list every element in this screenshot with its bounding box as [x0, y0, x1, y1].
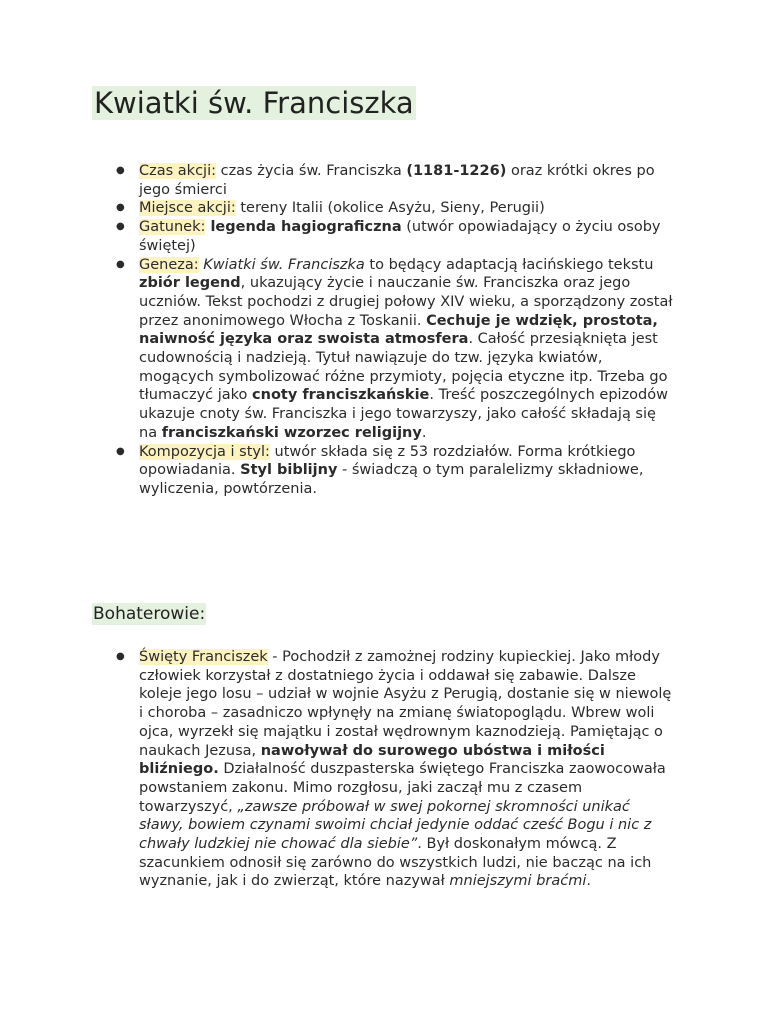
item-label: Gatunek: — [139, 219, 206, 236]
item-label: Czas akcji: — [139, 163, 216, 179]
item-bold: legenda hagiograficzna — [205, 219, 402, 236]
item-bold: Cechuje je wdzięk, prostota, naiwność języka oraz swoista atmosfera — [139, 312, 658, 348]
item-text: czas życia św. Franciszka — [215, 163, 407, 179]
list-item-gatunek — [116, 218, 676, 255]
item-bold: Styl biblijny — [240, 462, 338, 479]
hero-name: Święty Franciszek — [139, 649, 268, 665]
list-item-miejsce-akcji — [116, 199, 676, 218]
list-item-czas-akcji — [116, 162, 676, 199]
item-label: Kompozycja i styl: — [139, 443, 270, 460]
item-bold: nawoływał do surowego ubóstwa i miłości bliźniego. — [139, 742, 605, 778]
item-text: tereny Italii (okolice Asyżu, Sieny, Perugii) — [235, 200, 545, 217]
item-italic: Kwiatki św. Franciszka — [198, 256, 365, 273]
heroes-list — [116, 648, 676, 891]
item-text: . — [421, 424, 427, 441]
item-text: (utwór opowiadający o życiu osoby świętej) — [139, 219, 661, 254]
item-text: - świadczą o tym paralelizmy składniowe, wyliczenia, powtórzenia. — [139, 462, 644, 497]
section-heading-bohaterowie: Bohaterowie: — [93, 604, 206, 624]
item-text: , ukazujący życie i nauczanie św. Franciszka oraz jego uczniów. Tekst pochodzi z drugiej połowy XIV wieku, a sporządzony został przez anonimowego Włocha z Toskanii. — [139, 275, 673, 329]
item-text: Działalność duszpasterska świętego Franciszka zaowocowała powstaniem zakonu. Mimo rozgłosu, jaki zaczął mu z czasem towarzyszyć, — [139, 761, 666, 815]
item-bold: zbiór legend — [139, 275, 241, 292]
item-text: to będący adaptacją łacińskiego tekstu — [364, 256, 654, 273]
item-bold: franciszkański wzorzec religijny — [161, 424, 422, 441]
item-text: . Całość przesiąknięta jest cudownością i nadzieją. Tytuł nawiązuje do tzw. języka kwiatów, mogących symbolizować różne przymioty, pojęcia etyczne itp. Trzeba go tłumaczyć jako — [139, 331, 668, 404]
item-text: utwór składa się z 53 rozdziałów. Forma krótkiego opowiadania. — [139, 443, 636, 479]
item-text: . — [586, 873, 591, 890]
item-text: oraz krótki okres po jego śmierci — [139, 163, 655, 198]
item-bold: (1181-1226) — [406, 163, 507, 179]
item-bold: cnoty franciszkańskie — [252, 387, 430, 404]
page-title: Kwiatki św. Franciszka — [94, 86, 414, 120]
item-quote: „zawsze próbował w swej pokornej skromności unikać sławy, bowiem czynami swoimi chciał jedynie oddać cześć Bogu i nic z chwały ludzkiej nie chować dla siebie” — [139, 798, 652, 853]
item-text: . Treść poszczególnych epizodów ukazuje cnoty św. Franciszka i jego towarzyszy, jako całość składają się na — [139, 387, 668, 441]
list-item-hero — [116, 648, 676, 891]
info-list — [116, 162, 676, 499]
list-item-kompozycja — [116, 443, 676, 499]
item-text: - Pochodził z zamożnej rodziny kupieckiej. Jako młody człowiek korzystał z dostatniego życia i oddawał się zabawie. Dalsze koleje jego losu – udział w wojnie Asyżu z Perugią, dostanie się w niewolę i choroba – zasadniczo wpłynęły na zmianę światopoglądu. Wbrew woli ojca, wyrzekł się majątku i został wędrownym kaznodzieją. Pamiętając o naukach Jezusa, — [139, 649, 672, 759]
item-text: . Był doskonałym mówcą. Z szacunkiem odnosił się zarówno do wszystkich ludzi, nie bacząc na ich wyznanie, jak i do zwierząt, które nazywał — [139, 836, 652, 890]
list-item-geneza — [116, 256, 676, 443]
item-label: Geneza: — [139, 256, 199, 273]
item-label: Miejsce akcji: — [139, 200, 236, 217]
item-italic: mniejszymi braćmi — [449, 873, 587, 890]
